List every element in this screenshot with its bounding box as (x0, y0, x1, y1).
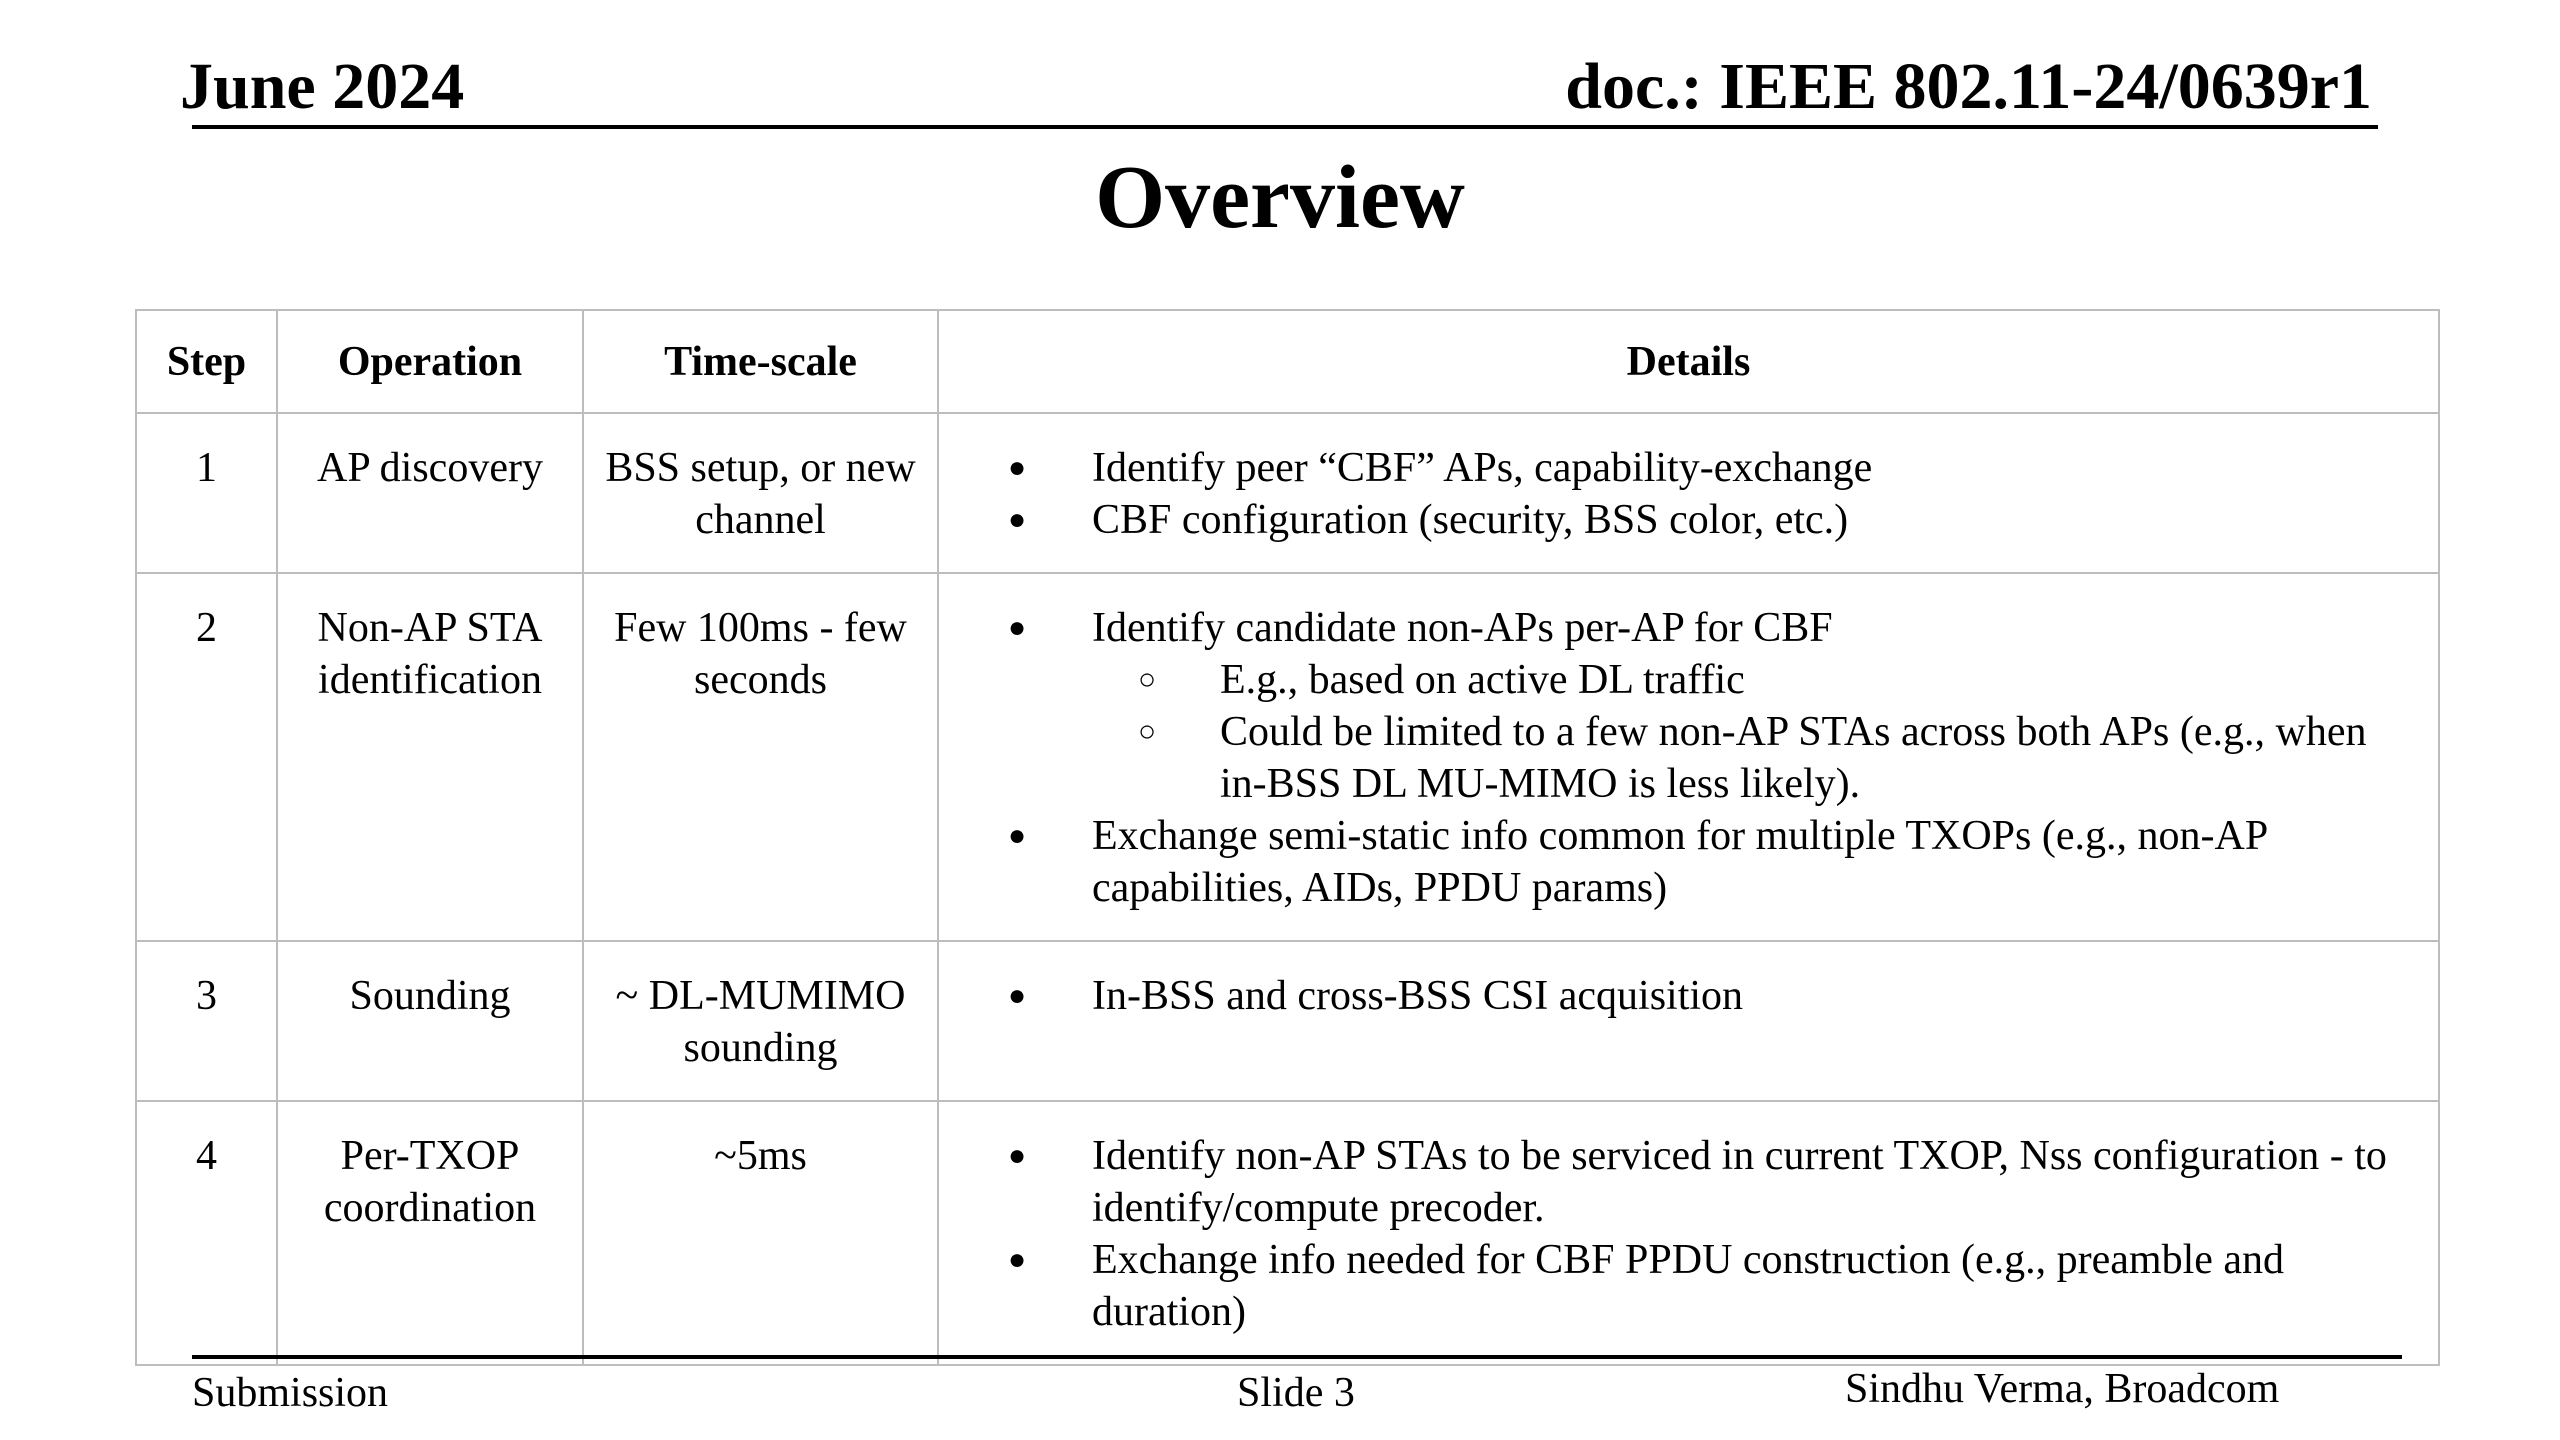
header-details: Details (938, 310, 2439, 413)
footer-submission: Submission (192, 1370, 389, 1416)
header-doc-number: doc.: IEEE 802.11-24/0639r1 (1565, 50, 2372, 123)
header-rule (192, 125, 2378, 129)
table-row (136, 941, 2439, 1101)
header-operation: Operation (277, 310, 583, 413)
table-header-row (136, 310, 2439, 413)
overview-table (135, 309, 2440, 1366)
operation-cell: Non-AP STA identification (277, 573, 583, 941)
table-row (136, 573, 2439, 941)
step-cell: 2 (136, 573, 277, 941)
details-list (939, 442, 2408, 546)
details-bullet: ● Identify peer “CBF” APs, capability-exchange (1092, 442, 2408, 494)
header-step: Step (136, 310, 277, 413)
details-bullet: ● Exchange semi-static info common for multiple TXOPs (e.g., non-AP capabilities, AIDs, PPDU params) (1092, 810, 2408, 914)
footer-rule (192, 1355, 2402, 1359)
table-row (136, 1101, 2439, 1365)
details-bullet: ● Identify non-AP STAs to be serviced in current TXOP, Nss configuration - to identify/compute precoder. (1092, 1130, 2408, 1234)
timescale-cell: Few 100ms - few seconds (583, 573, 938, 941)
header-timescale: Time-scale (583, 310, 938, 413)
operation-cell: AP discovery (277, 413, 583, 573)
timescale-cell: BSS setup, or new channel (583, 413, 938, 573)
details-cell (938, 573, 2439, 941)
timescale-cell: ~ DL-MUMIMO sounding (583, 941, 938, 1101)
details-bullet: ● Exchange info needed for CBF PPDU construction (e.g., preamble and duration) (1092, 1234, 2408, 1338)
details-bullet: ● CBF configuration (security, BSS color, etc.) (1092, 494, 2408, 546)
details-sub-bullet: ○ E.g., based on active DL traffic (1220, 654, 2408, 706)
details-bullet: ● In-BSS and cross-BSS CSI acquisition (1092, 970, 2408, 1022)
details-list (939, 970, 2408, 1022)
details-cell (938, 413, 2439, 573)
timescale-cell: ~5ms (583, 1101, 938, 1365)
details-list (939, 602, 2408, 914)
details-sub-bullet: ○ Could be limited to a few non-AP STAs across both APs (e.g., when in-BSS DL MU-MIMO is less likely). (1220, 706, 2408, 810)
table-row (136, 413, 2439, 573)
footer-slide-number: Slide 3 (1237, 1370, 1355, 1416)
slide-title: Overview (1095, 148, 1465, 247)
step-cell: 4 (136, 1101, 277, 1365)
details-cell (938, 1101, 2439, 1365)
details-sublist (1092, 654, 2408, 810)
operation-cell: Per-TXOP coordination (277, 1101, 583, 1365)
details-bullet-text: Identify candidate non-APs per-AP for CBF (1092, 605, 1833, 651)
operation-cell: Sounding (277, 941, 583, 1101)
step-cell: 3 (136, 941, 277, 1101)
header-date: June 2024 (180, 50, 465, 123)
footer-author: Sindhu Verma, Broadcom (1845, 1366, 2280, 1412)
details-list (939, 1130, 2408, 1338)
step-cell: 1 (136, 413, 277, 573)
details-bullet (1092, 602, 2408, 810)
details-cell (938, 941, 2439, 1101)
